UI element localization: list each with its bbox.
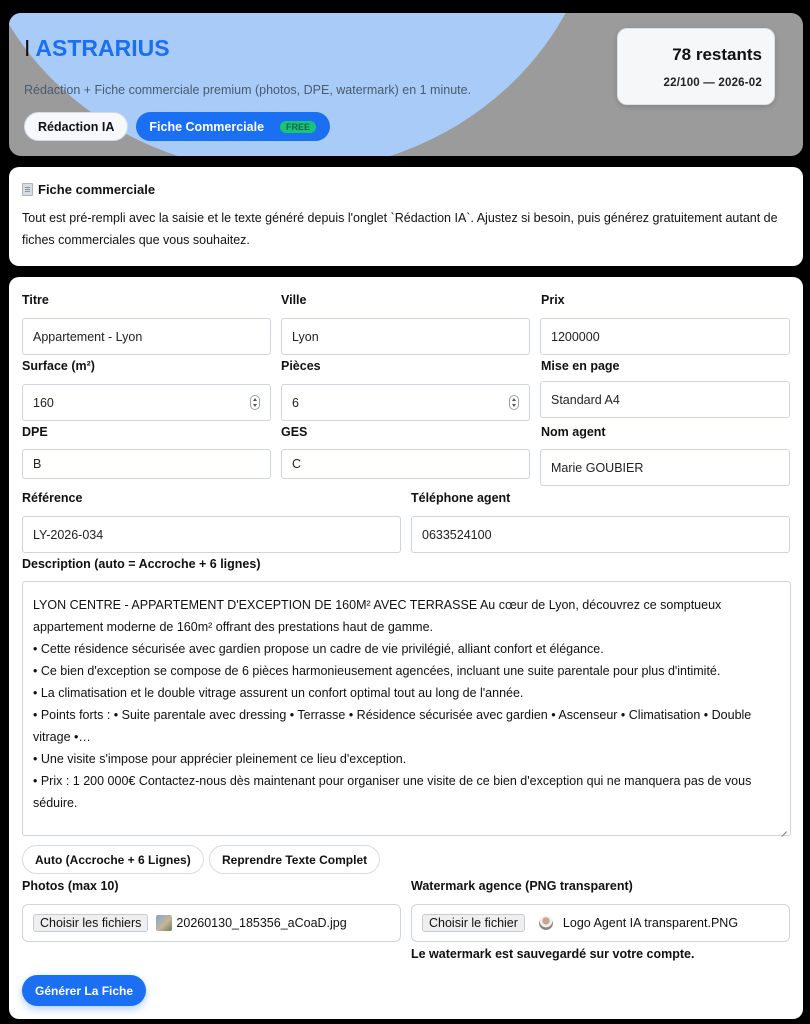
header-subtitle: Rédaction + Fiche commerciale premium (photos, DPE, watermark) en 1 minute. [24, 83, 472, 97]
watermark-file-name: Logo Agent IA transparent.PNG [562, 916, 739, 930]
tab-redaction-ia[interactable]: Rédaction IA [24, 112, 128, 141]
titre-label: Titre [22, 293, 49, 307]
brand-logo: I ASTRARIUS [24, 35, 170, 61]
image-thumbnail-icon [156, 915, 172, 931]
info-title: Fiche commerciale [22, 182, 790, 197]
tab-bar [24, 112, 330, 141]
nom-agent-input[interactable]: Marie GOUBIER [540, 449, 790, 486]
pieces-label: Pièces [281, 359, 321, 373]
ges-select[interactable]: C [281, 449, 530, 479]
titre-input[interactable]: Appartement - Lyon [22, 318, 271, 355]
photos-label: Photos (max 10) [22, 879, 119, 893]
auto-accroche-button[interactable]: Auto (Accroche + 6 Lignes) [22, 845, 204, 874]
mise-en-page-label: Mise en page [541, 359, 620, 373]
reference-label: Référence [22, 491, 83, 505]
fiche-form [9, 277, 803, 1019]
description-label: Description (auto = Accroche + 6 lignes) [22, 557, 261, 571]
photos-file-name: 20260130_185356_aCoaD.jpg [176, 916, 347, 930]
choose-photos-button[interactable]: Choisir les fichiers [33, 914, 148, 932]
quota-count: 78 restants [672, 45, 762, 64]
watermark-note: Le watermark est sauvegardé sur votre compte. [411, 947, 695, 961]
choose-watermark-button[interactable]: Choisir le fichier [422, 914, 525, 932]
ville-input[interactable]: Lyon [281, 318, 530, 355]
ges-label: GES [281, 425, 308, 439]
quota-card [617, 28, 775, 105]
document-icon [22, 183, 33, 196]
reference-input[interactable]: LY-2026-034 [22, 516, 401, 553]
dpe-select[interactable]: B [22, 449, 271, 479]
generate-fiche-button[interactable]: Générer La Fiche [22, 975, 146, 1006]
free-badge: FREE [280, 121, 316, 133]
ville-label: Ville [281, 293, 307, 307]
prix-label: Prix [541, 293, 565, 307]
prix-input[interactable]: 1200000 [540, 318, 790, 355]
surface-input[interactable]: 160 [22, 384, 271, 421]
app-header [9, 13, 803, 156]
brand-name: ASTRARIUS [35, 35, 170, 61]
logo-thumbnail-icon [539, 916, 553, 930]
surface-label: Surface (m²) [22, 359, 95, 373]
telephone-input[interactable]: 0633524100 [411, 516, 790, 553]
resize-handle-icon[interactable] [780, 825, 788, 833]
mise-en-page-select[interactable]: Standard A4 [540, 381, 790, 418]
tab-fiche-commerciale[interactable]: Fiche Commerciale FREE [136, 112, 330, 141]
info-card [9, 167, 803, 266]
telephone-label: Téléphone agent [411, 491, 511, 505]
description-textarea[interactable]: LYON CENTRE - APPARTEMENT D'EXCEPTION DE 160M² AVEC TERRASSE Au cœur de Lyon, découvrez ce somptueux appartement moderne de 160m² offrant des prestations haut de gamme. • Cette résidence sécurisée avec gardien propose un cadre de vie privilégié, alliant confort et élégance. • Ce bien d'exception se compose de 6 pièces harmonieusement agencées, incluant une suite parentale pour plus d'intimité. • La climatisation et le double vitrage assurent un confort optimal tout au long de l'année. • Points forts : • Suite parentale avec dressing • Terrasse • Résidence sécurisée avec gardien • Ascenseur • Climatisation • Double vitrage •… • Une visite s'impose pour apprécier pleinement ce lieu d'exception. • Prix : 1 200 000€ Contactez-nous dès maintenant pour organiser une visite de ce bien d'exception qui ne manquera pas de vous séduire. [22, 581, 791, 836]
info-text: Tout est pré-rempli avec la saisie et le texte généré depuis l'onglet `Rédaction IA`. Ajustez si besoin, puis générez gratuitement autant de fiches commerciales que vous souhaitez. [22, 211, 778, 247]
spinner-icon[interactable] [509, 395, 519, 410]
quota-range: 22/100 — 2026-02 [663, 77, 762, 89]
nom-agent-label: Nom agent [541, 425, 606, 439]
watermark-file-input[interactable] [411, 904, 790, 942]
reprendre-texte-button[interactable]: Reprendre Texte Complet [209, 845, 380, 874]
photos-file-input[interactable] [22, 904, 401, 942]
spinner-icon[interactable] [250, 395, 260, 410]
dpe-label: DPE [22, 425, 48, 439]
watermark-label: Watermark agence (PNG transparent) [411, 879, 633, 893]
pieces-input[interactable]: 6 [281, 384, 530, 421]
